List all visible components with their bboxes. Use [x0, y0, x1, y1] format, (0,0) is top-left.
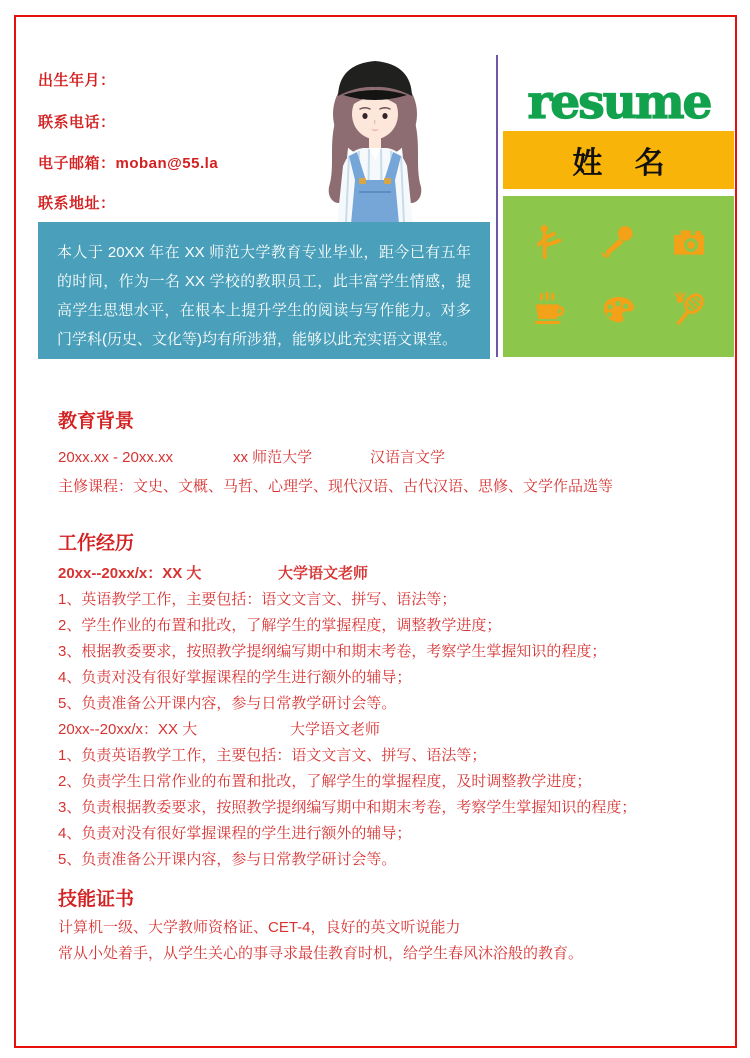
address-label: 联系地址： — [38, 195, 116, 212]
hobby-box — [503, 196, 734, 357]
palette-icon — [598, 290, 638, 330]
job-1-item: 3、根据教委要求，按照教学提纲编写期中和期末考卷，考察学生掌握知识的程度； — [58, 643, 607, 660]
job-1-role: 大学语文老师 — [278, 565, 369, 582]
self-introduction: 本人于 20XX 年在 XX 师范大学教育专业毕业，距今已有五年的时间，作为一名 XX 学校的教职员工，此丰富学生情感，提高学生思想水平，在根本上提升学生的阅读与写作能力。对多门学科(历史、文化等)均有所涉猎，能够以此充实语文课堂。 — [38, 222, 490, 359]
skills-line: 常从小处着手，从学生关心的事寻求最佳教育时机，给学生春风沐浴般的教育。 — [58, 945, 584, 962]
education-courses: 主修课程：文史、文概、马哲、心理学、现代汉语、古代汉语、思修、文学作品选等 — [58, 478, 614, 495]
address-field — [38, 192, 116, 213]
skills-section-title: 技能证书 — [58, 889, 135, 910]
job-1-item: 1、英语教学工作，主要包括：语文文言文、拼写、语法等； — [58, 591, 457, 608]
vertical-divider — [496, 55, 498, 357]
skills-line: 计算机一级、大学教师资格证、CET-4，良好的英文听说能力 — [58, 919, 461, 936]
camera-icon — [669, 223, 709, 263]
job-1-item: 4、负责对没有很好掌握课程的学生进行额外的辅导； — [58, 669, 412, 686]
job-2-item: 1、负责英语教学工作，主要包括：语文文言文、拼写、语法等； — [58, 747, 487, 764]
education-period: 20xx.xx - 20xx.xx — [58, 449, 174, 466]
microphone-icon — [598, 223, 638, 263]
job-1-title-row — [58, 561, 718, 587]
job-2-period: 20xx--20xx/x：XX 大 — [58, 721, 198, 738]
birth-date-label: 出生年月： — [38, 72, 116, 89]
resume-body — [58, 411, 718, 967]
email-value: moban@55.la — [115, 155, 219, 172]
job-2-item: 5、负责准备公开课内容，参与日常教学研讨会等。 — [58, 851, 397, 868]
job-2-item: 3、负责根据教委要求，按照教学提纲编写期中和期末考卷，考察学生掌握知识的程度； — [58, 799, 637, 816]
job-2-title-row — [58, 717, 718, 743]
name-banner: 姓 名 — [503, 131, 734, 189]
phone-label: 联系电话： — [38, 114, 116, 131]
job-1-period: 20xx--20xx/x：XX 大 — [58, 565, 202, 582]
email-label: 电子邮箱： — [38, 155, 116, 172]
education-school: xx 师范大学 — [233, 449, 313, 466]
badminton-icon — [669, 290, 709, 330]
phone-field — [38, 111, 116, 132]
coffee-icon — [528, 290, 568, 330]
avatar — [305, 52, 445, 224]
work-section-title: 工作经历 — [58, 533, 135, 554]
education-major: 汉语言文学 — [370, 449, 446, 466]
resume-page — [14, 15, 737, 1048]
resume-logo: resume — [527, 75, 711, 130]
education-section-title: 教育背景 — [58, 411, 135, 432]
job-2-item: 2、负责学生日常作业的布置和批改，了解学生的掌握程度，及时调整教学进度； — [58, 773, 592, 790]
email-field — [38, 152, 218, 173]
job-1-item: 2、学生作业的布置和批改，了解学生的掌握程度，调整教学进度； — [58, 617, 502, 634]
education-row — [58, 445, 718, 471]
job-2-role: 大学语文老师 — [290, 721, 381, 738]
job-2-item: 4、负责对没有很好掌握课程的学生进行额外的辅导； — [58, 825, 412, 842]
job-1-item: 5、负责准备公开课内容，参与日常教学研讨会等。 — [58, 695, 397, 712]
birth-date-field — [38, 69, 116, 90]
dancer-icon — [528, 223, 568, 263]
